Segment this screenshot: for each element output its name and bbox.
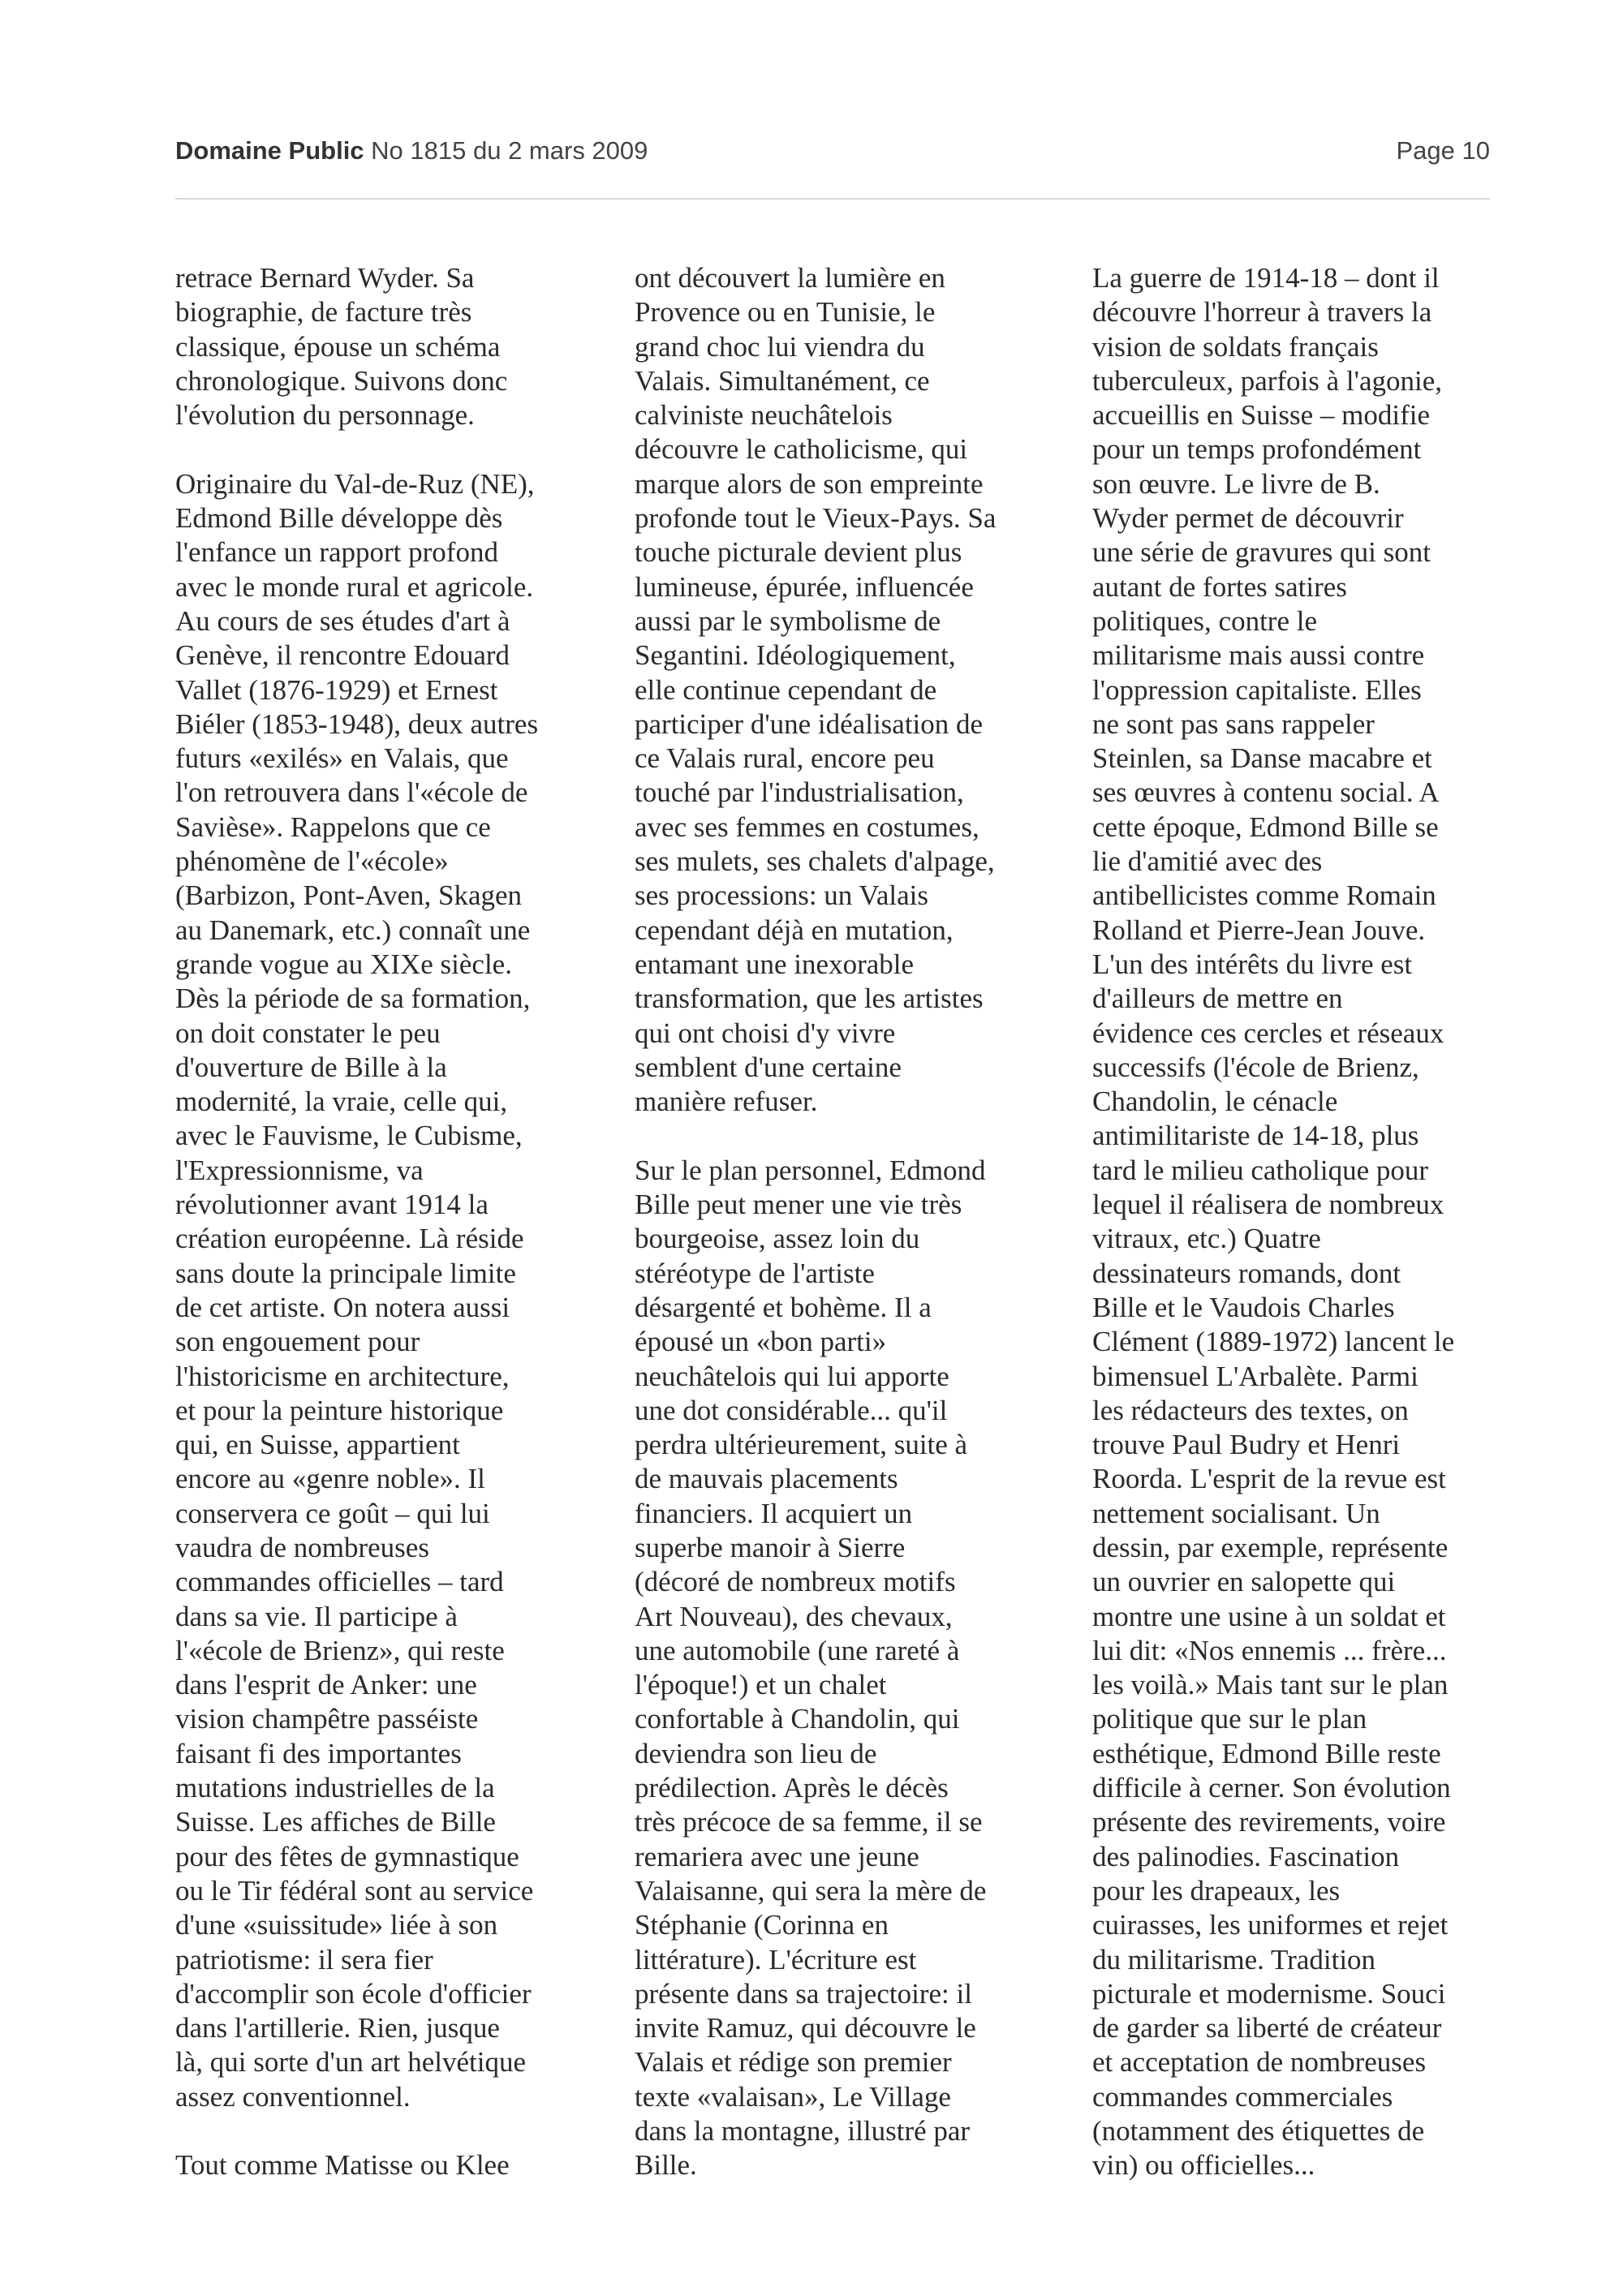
text-line: l'oppression capitaliste. Elles <box>1092 673 1422 706</box>
text-line: Wyder permet de découvrir <box>1092 502 1404 535</box>
text-line: ses processions: un Valais <box>635 879 928 912</box>
text-line: et pour la peinture historique <box>175 1394 504 1426</box>
text-line: invite Ramuz, qui découvre le <box>635 2012 976 2044</box>
text-line: touché par l'industrialisation, <box>635 776 964 809</box>
text-column-3 <box>1092 261 1547 2183</box>
text-line: financiers. Il acquiert un <box>635 1497 913 1529</box>
text-line: au Danemark, etc.) connaît une <box>175 914 531 946</box>
text-line: qui ont choisi d'y vivre <box>635 1017 896 1049</box>
text-line: Bille et le Vaudois Charles <box>1092 1291 1395 1323</box>
text-line: de cet artiste. On notera aussi <box>175 1291 510 1323</box>
text-line: faisant fi des importantes <box>175 1737 462 1769</box>
text-line: présente des revirements, voire <box>1092 1806 1446 1838</box>
paragraph <box>635 1154 1089 2183</box>
text-line: son engouement pour <box>175 1326 420 1358</box>
text-line: (notamment des étiquettes de <box>1092 2115 1425 2148</box>
text-line: dessin, par exemple, représente <box>1092 1531 1449 1563</box>
text-line: Valais et rédige son premier <box>635 2046 952 2079</box>
text-line: l'époque!) et un chalet <box>635 1669 887 1701</box>
text-line: aussi par le symbolisme de <box>635 604 941 637</box>
text-line: cependant déjà en mutation, <box>635 914 954 946</box>
text-line: Genève, il rencontre Edouard <box>175 639 510 672</box>
text-line: ou le Tir fédéral sont au service <box>175 1874 534 1907</box>
text-line: Clément (1889-1972) lancent le <box>1092 1326 1455 1358</box>
text-line: Provence ou en Tunisie, le <box>635 296 936 329</box>
text-line: patriotisme: il sera fier <box>175 1943 433 1976</box>
text-line: remariera avec une jeune <box>635 1840 919 1872</box>
text-line: assez conventionnel. <box>175 2080 411 2113</box>
text-line: touche picturale devient plus <box>635 536 962 569</box>
text-line: dessinateurs romands, dont <box>1092 1257 1401 1289</box>
page-number: Page 10 <box>1396 136 1490 165</box>
text-line: cuirasses, les uniformes et rejet <box>1092 1909 1449 1941</box>
text-line: L'un des intérêts du livre est <box>1092 948 1413 980</box>
text-line: elle continue cependant de <box>635 673 937 706</box>
header-divider <box>175 198 1490 200</box>
text-line: un ouvrier en salopette qui <box>1092 1566 1396 1598</box>
text-line: évidence ces cercles et réseaux <box>1092 1017 1444 1049</box>
text-line: d'ailleurs de mettre en <box>1092 982 1343 1015</box>
text-line: Rolland et Pierre-Jean Jouve. <box>1092 914 1426 946</box>
text-line: vaudra de nombreuses <box>175 1531 429 1563</box>
paragraph <box>635 261 1089 1119</box>
text-line: avec ses femmes en costumes, <box>635 810 979 843</box>
text-line: Tout comme Matisse ou Klee <box>175 2149 510 2182</box>
text-line: Biéler (1853-1948), deux autres <box>175 707 539 740</box>
text-line: une dot considérable... qu'il <box>635 1394 948 1426</box>
text-line: semblent d'une certaine <box>635 1051 902 1083</box>
text-line: difficile à cerner. Son évolution <box>1092 1772 1451 1804</box>
text-line: vin) ou officielles... <box>1092 2149 1315 2182</box>
text-line: cette époque, Edmond Bille se <box>1092 810 1439 843</box>
text-line: superbe manoir à Sierre <box>635 1531 906 1563</box>
text-column-1 <box>175 261 630 2183</box>
text-line: vitraux, etc.) Quatre <box>1092 1223 1321 1255</box>
text-line: futurs «exilés» en Valais, que <box>175 742 509 775</box>
text-line: (décoré de nombreux motifs <box>635 1566 956 1598</box>
text-line: avec le Fauvisme, le Cubisme, <box>175 1120 523 1152</box>
text-line: Au cours de ses études d'art à <box>175 604 510 637</box>
text-line: et acceptation de nombreuses <box>1092 2046 1427 2079</box>
text-line: avec le monde rural et agricole. <box>175 570 534 603</box>
text-line: qui, en Suisse, appartient <box>175 1429 460 1461</box>
text-line: trouve Paul Budry et Henri <box>1092 1429 1401 1461</box>
text-line: nettement socialisant. Un <box>1092 1497 1380 1529</box>
text-line: Steinlen, sa Danse macabre et <box>1092 742 1432 775</box>
text-line: là, qui sorte d'un art helvétique <box>175 2046 527 2079</box>
text-line: prédilection. Après le décès <box>635 1772 949 1804</box>
text-line: de garder sa liberté de créateur <box>1092 2012 1442 2044</box>
text-line: transformation, que les artistes <box>635 982 984 1015</box>
text-line: conservera ce goût – qui lui <box>175 1497 490 1529</box>
text-line: révolutionner avant 1914 la <box>175 1189 489 1221</box>
text-line: pour un temps profondément <box>1092 433 1422 466</box>
page-header <box>175 134 1490 168</box>
text-line: création européenne. Là réside <box>175 1223 524 1255</box>
text-line: profonde tout le Vieux-Pays. Sa <box>635 502 997 535</box>
text-line: neuchâtelois qui lui apporte <box>635 1360 949 1392</box>
text-line: les voilà.» Mais tant sur le plan <box>1092 1669 1449 1701</box>
text-line: commandes officielles – tard <box>175 1566 504 1598</box>
text-line: lumineuse, épurée, influencée <box>635 570 974 603</box>
text-line: l'évolution du personnage. <box>175 399 475 432</box>
text-line: mutations industrielles de la <box>175 1772 495 1804</box>
text-line: de mauvais placements <box>635 1463 898 1495</box>
paragraph <box>1092 261 1547 2183</box>
text-line: ne sont pas sans rappeler <box>1092 707 1375 740</box>
text-line: manière refuser. <box>635 1086 818 1118</box>
text-line: stéréotype de l'artiste <box>635 1257 875 1289</box>
text-line: classique, épouse un schéma <box>175 330 501 363</box>
text-line: Edmond Bille développe dès <box>175 502 503 535</box>
text-line: encore au «genre noble». Il <box>175 1463 485 1495</box>
text-line: calviniste neuchâtelois <box>635 399 893 432</box>
text-line: La guerre de 1914-18 – dont il <box>1092 262 1440 294</box>
text-column-2 <box>635 261 1089 2183</box>
text-line: Segantini. Idéologiquement, <box>635 639 956 672</box>
text-line: grand choc lui viendra du <box>635 330 925 363</box>
text-line: chronologique. Suivons donc <box>175 364 508 397</box>
text-line: Bille. <box>635 2149 697 2182</box>
text-line: les rédacteurs des textes, on <box>1092 1394 1409 1426</box>
text-line: d'ouverture de Bille à la <box>175 1051 447 1083</box>
text-line: sans doute la principale limite <box>175 1257 516 1289</box>
text-line: Roorda. L'esprit de la revue est <box>1092 1463 1446 1495</box>
text-line: du militarisme. Tradition <box>1092 1943 1376 1976</box>
text-line: très précoce de sa femme, il se <box>635 1806 983 1838</box>
text-line: deviendra son lieu de <box>635 1737 877 1769</box>
text-line: littérature). L'écriture est <box>635 1943 917 1976</box>
paragraph <box>175 261 630 432</box>
text-line: l'on retrouvera dans l'«école de <box>175 776 528 809</box>
text-line: dans l'artillerie. Rien, jusque <box>175 2012 500 2044</box>
text-line: retrace Bernard Wyder. Sa <box>175 262 475 294</box>
text-line: dans l'esprit de Anker: une <box>175 1669 477 1701</box>
text-line: lui dit: «Nos ennemis ... frère... <box>1092 1634 1447 1666</box>
text-line: Stéphanie (Corinna en <box>635 1909 889 1941</box>
text-line: picturale et modernisme. Souci <box>1092 1977 1446 2010</box>
text-line: lie d'amitié avec des <box>1092 845 1323 878</box>
text-line: une automobile (une rareté à <box>635 1634 960 1666</box>
text-line: Valais. Simultanément, ce <box>635 364 930 397</box>
text-line: l'historicisme en architecture, <box>175 1360 510 1392</box>
text-line: montre une usine à un soldat et <box>1092 1600 1446 1632</box>
text-line: (Barbizon, Pont-Aven, Skagen <box>175 879 523 912</box>
text-line: découvre l'horreur à travers la <box>1092 296 1432 329</box>
text-line: modernité, la vraie, celle qui, <box>175 1086 508 1118</box>
text-line: commandes commerciales <box>1092 2080 1393 2113</box>
text-line: antimilitariste de 14-18, plus <box>1092 1120 1419 1152</box>
text-line: désargenté et bohème. Il a <box>635 1291 932 1323</box>
text-line: épousé un «bon parti» <box>635 1326 887 1358</box>
text-line: l'«école de Brienz», qui reste <box>175 1634 505 1666</box>
text-line: d'accomplir son école d'officier <box>175 1977 532 2010</box>
text-line: entamant une inexorable <box>635 948 915 980</box>
text-line: l'enfance un rapport profond <box>175 536 498 569</box>
text-line: accueillis en Suisse – modifie <box>1092 399 1431 432</box>
text-line: tard le milieu catholique pour <box>1092 1154 1429 1186</box>
text-line: Dès la période de sa formation, <box>175 982 531 1015</box>
text-line: vision de soldats français <box>1092 330 1379 363</box>
text-line: découvre le catholicisme, qui <box>635 433 968 466</box>
text-line: on doit constater le peu <box>175 1017 441 1049</box>
issue-info: No 1815 du 2 mars 2009 <box>371 136 648 165</box>
text-line: grande vogue au XIXe siècle. <box>175 948 512 980</box>
text-line: Originaire du Val-de-Ruz (NE), <box>175 467 535 500</box>
text-line: autant de fortes satires <box>1092 570 1347 603</box>
text-line: dans la montagne, illustré par <box>635 2115 971 2148</box>
text-line: participer d'une idéalisation de <box>635 707 984 740</box>
text-line: ses œuvres à contenu social. A <box>1092 776 1440 809</box>
text-line: Art Nouveau), des chevaux, <box>635 1600 953 1632</box>
text-line: confortable à Chandolin, qui <box>635 1703 960 1735</box>
text-line: pour des fêtes de gymnastique <box>175 1840 519 1872</box>
text-line: Suisse. Les affiches de Bille <box>175 1806 496 1838</box>
text-line: successifs (l'école de Brienz, <box>1092 1051 1419 1083</box>
text-line: ont découvert la lumière en <box>635 262 945 294</box>
text-line: texte «valaisan», Le Village <box>635 2080 951 2113</box>
text-line: Chandolin, le cénacle <box>1092 1086 1338 1118</box>
text-line: tuberculeux, parfois à l'agonie, <box>1092 364 1443 397</box>
text-line: présente dans sa trajectoire: il <box>635 1977 972 2010</box>
paragraph <box>175 2148 630 2182</box>
text-line: vision champêtre passéiste <box>175 1703 479 1735</box>
text-line: Bille peut mener une vie très <box>635 1189 962 1221</box>
text-line: marque alors de son empreinte <box>635 467 984 500</box>
text-line: ses mulets, ses chalets d'alpage, <box>635 845 995 878</box>
text-line: lequel il réalisera de nombreux <box>1092 1189 1444 1221</box>
text-line: des palinodies. Fascination <box>1092 1840 1400 1872</box>
text-line: Valaisanne, qui sera la mère de <box>635 1874 987 1907</box>
text-line: biographie, de facture très <box>175 296 472 329</box>
text-line: son œuvre. Le livre de B. <box>1092 467 1380 500</box>
text-line: politiques, contre le <box>1092 604 1318 637</box>
text-line: militarisme mais aussi contre <box>1092 639 1425 672</box>
publication-name: Domaine Public <box>175 136 364 165</box>
text-line: Savièse». Rappelons que ce <box>175 810 491 843</box>
text-line: une série de gravures qui sont <box>1092 536 1431 569</box>
text-line: politique que sur le plan <box>1092 1703 1367 1735</box>
text-line: esthétique, Edmond Bille reste <box>1092 1737 1441 1769</box>
text-line: bourgeoise, assez loin du <box>635 1223 920 1255</box>
text-line: Sur le plan personnel, Edmond <box>635 1154 986 1186</box>
text-line: phénomène de l'«école» <box>175 845 449 878</box>
text-line: pour les drapeaux, les <box>1092 1874 1341 1907</box>
text-line: d'une «suissitude» liée à son <box>175 1909 498 1941</box>
paragraph <box>175 467 630 2114</box>
text-line: ce Valais rural, encore peu <box>635 742 935 775</box>
text-line: bimensuel L'Arbalète. Parmi <box>1092 1360 1419 1392</box>
text-line: dans sa vie. Il participe à <box>175 1600 458 1632</box>
text-line: l'Expressionnisme, va <box>175 1154 424 1186</box>
text-line: Vallet (1876-1929) et Ernest <box>175 673 498 706</box>
text-line: perdra ultérieurement, suite à <box>635 1429 968 1461</box>
text-line: antibellicistes comme Romain <box>1092 879 1436 912</box>
